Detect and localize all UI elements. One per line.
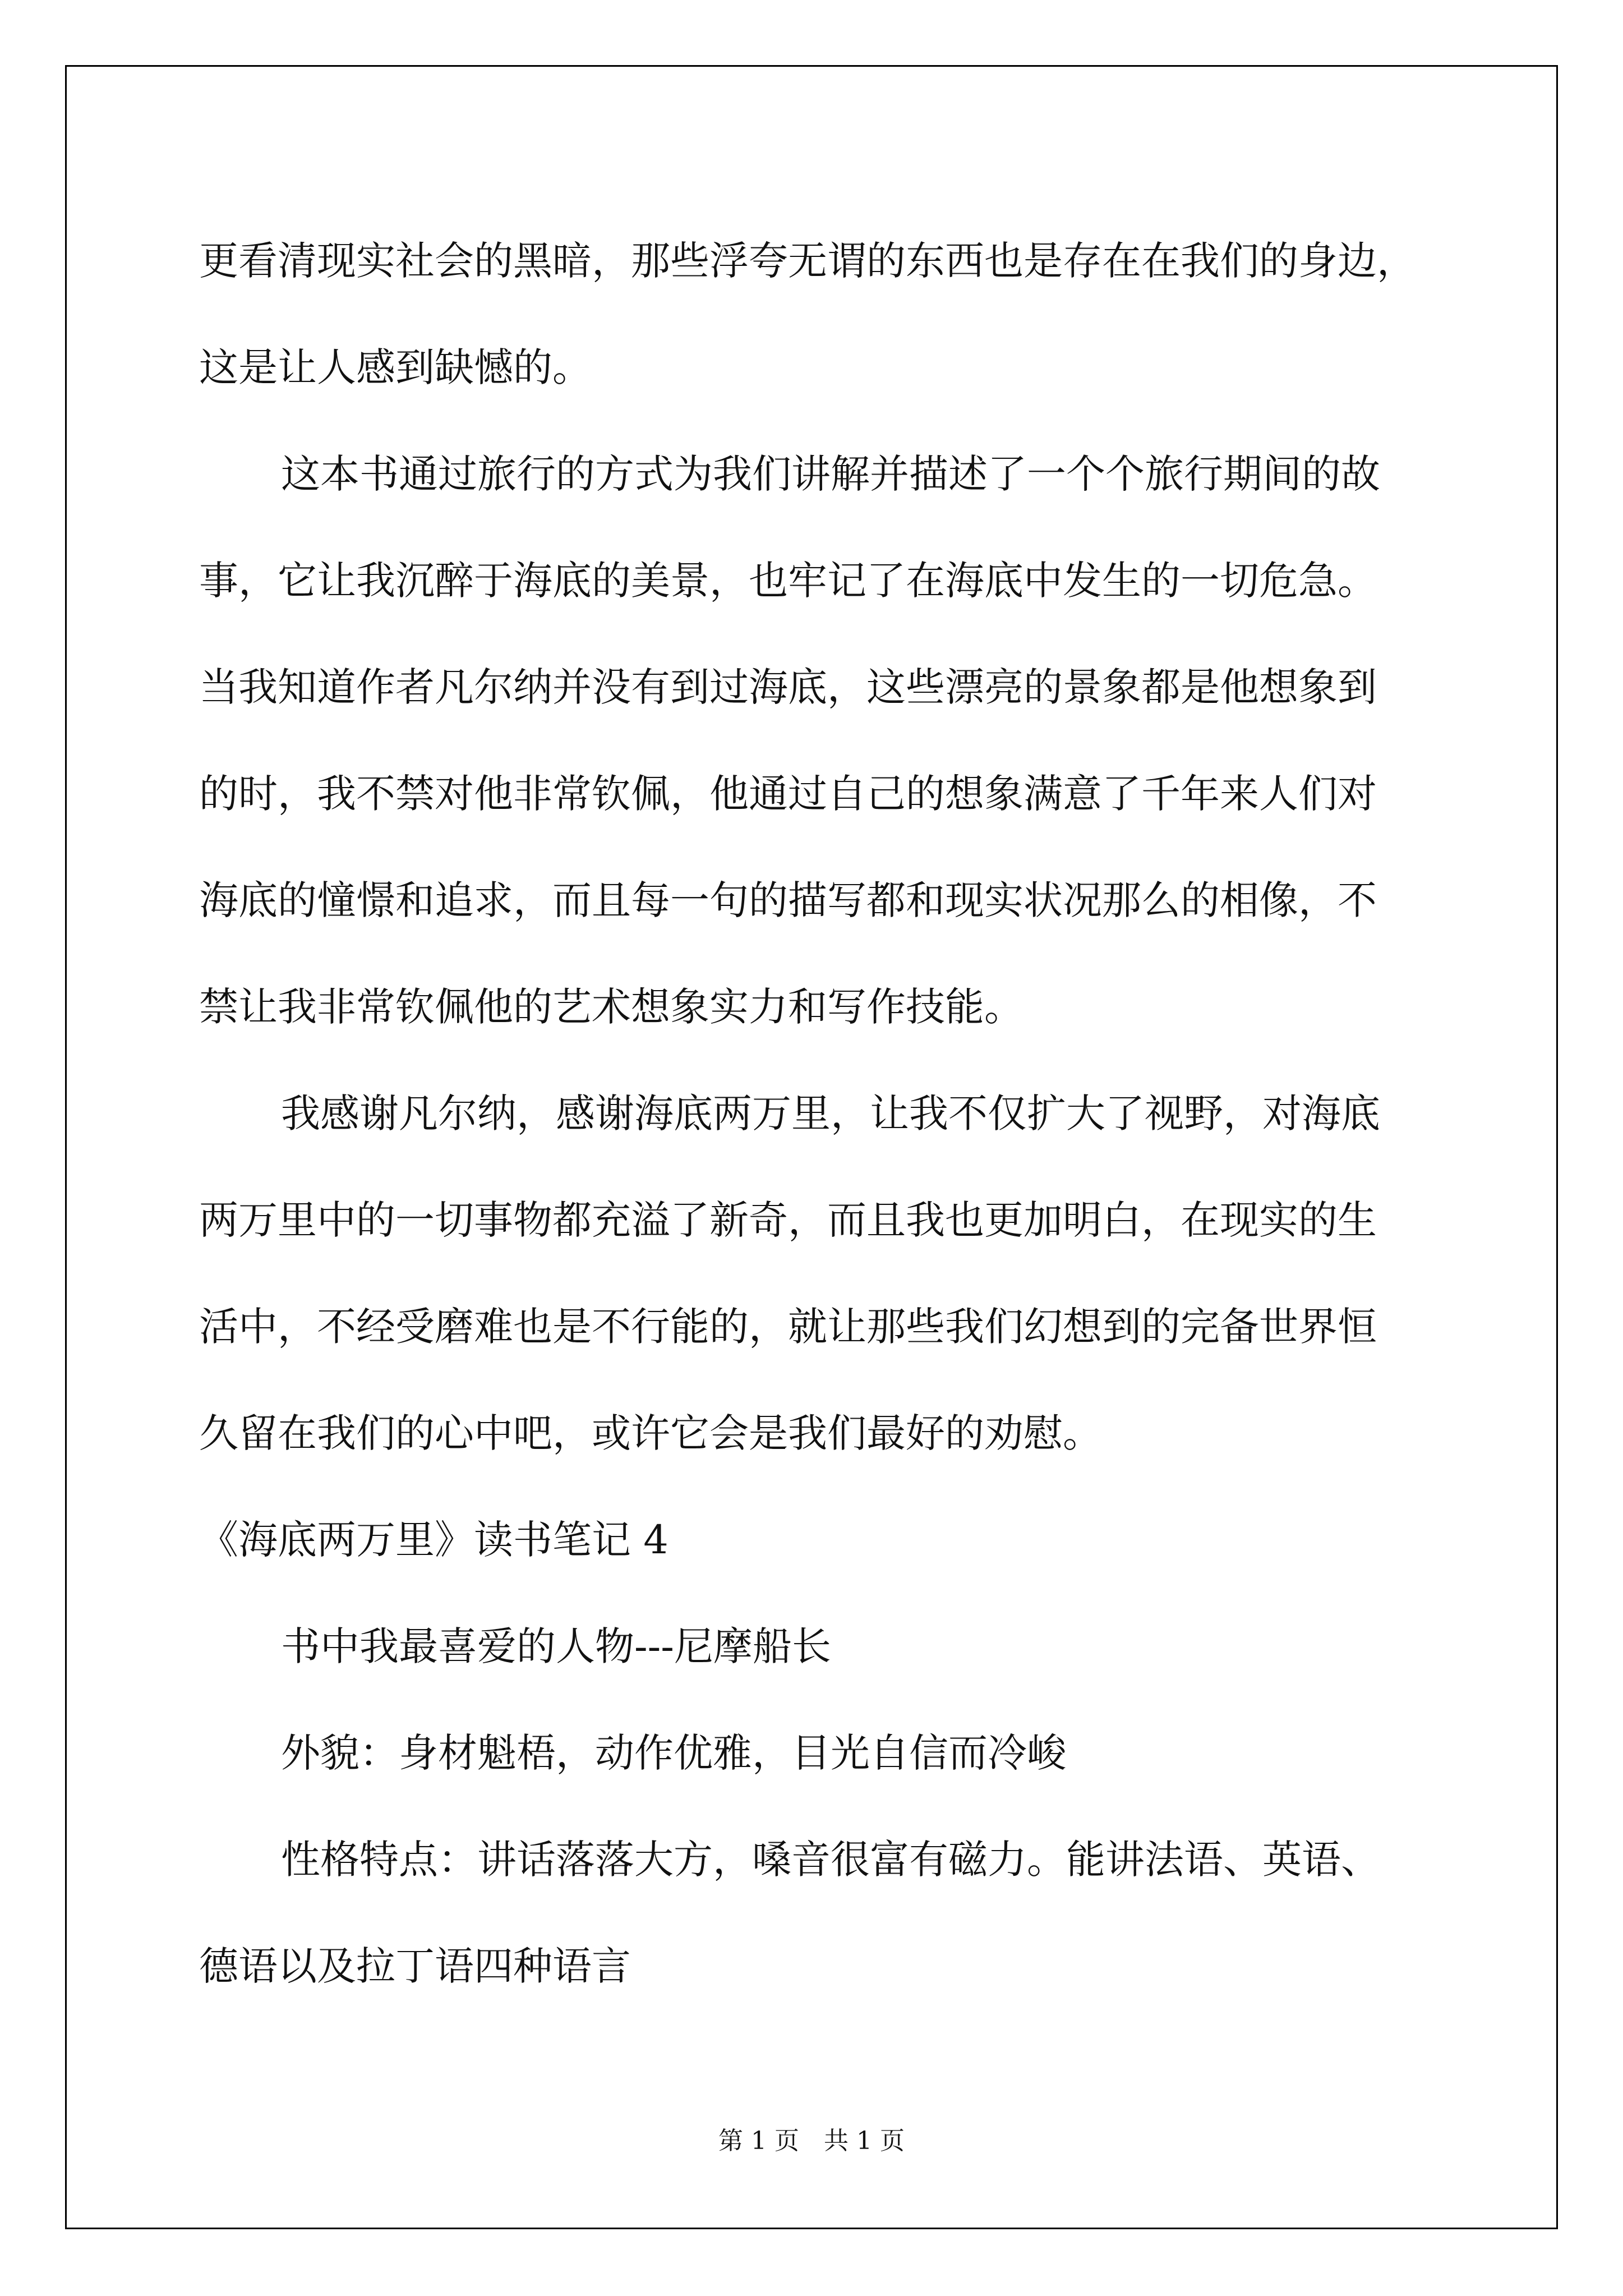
- text-line: 事，它让我沉醉于海底的美景，也牢记了在海底中发生的一切危急。: [199, 558, 1377, 604]
- section-heading: 《海底两万里》读书笔记 4: [199, 1517, 668, 1563]
- text-line: 更看清现实社会的黑暗，那些浮夸无谓的东西也是存在在我们的身边，: [199, 238, 1416, 284]
- text-line: 性格特点：讲话落落大方，嗓音很富有磁力。能讲法语、英语、: [281, 1837, 1380, 1883]
- text-line: 当我知道作者凡尔纳并没有到过海底，这些漂亮的景象都是他想象到: [199, 664, 1377, 710]
- text-line: 的时，我不禁对他非常钦佩，他通过自己的想象满意了千年来人们对: [199, 771, 1377, 817]
- text-line: 两万里中的一切事物都充溢了新奇，而且我也更加明白，在现实的生: [199, 1197, 1377, 1243]
- text-line: 活中，不经受磨难也是不行能的，就让那些我们幻想到的完备世界恒: [199, 1304, 1377, 1350]
- text-line: 这是让人感到缺憾的。: [199, 344, 592, 390]
- text-line: 久留在我们的心中吧，或许它会是我们最好的劝慰。: [199, 1410, 1102, 1456]
- text-line: 禁让我非常钦佩他的艺术想象实力和写作技能。: [199, 984, 1023, 1030]
- text-line: 外貌：身材魁梧，动作优雅，目光自信而冷峻: [281, 1730, 1066, 1776]
- text-line: 德语以及拉丁语四种语言: [199, 1943, 631, 1989]
- page-footer: 第 1 页 共 1 页: [718, 2127, 905, 2155]
- text-line: 这本书通过旅行的方式为我们讲解并描述了一个个旅行期间的故: [281, 451, 1380, 497]
- text-line: 我感谢凡尔纳，感谢海底两万里，让我不仅扩大了视野，对海底: [281, 1091, 1380, 1137]
- text-line: 海底的憧憬和追求，而且每一句的描写都和现实状况那么的相像，不: [199, 877, 1377, 923]
- text-line: 书中我最喜爱的人物---尼摩船长: [281, 1623, 831, 1669]
